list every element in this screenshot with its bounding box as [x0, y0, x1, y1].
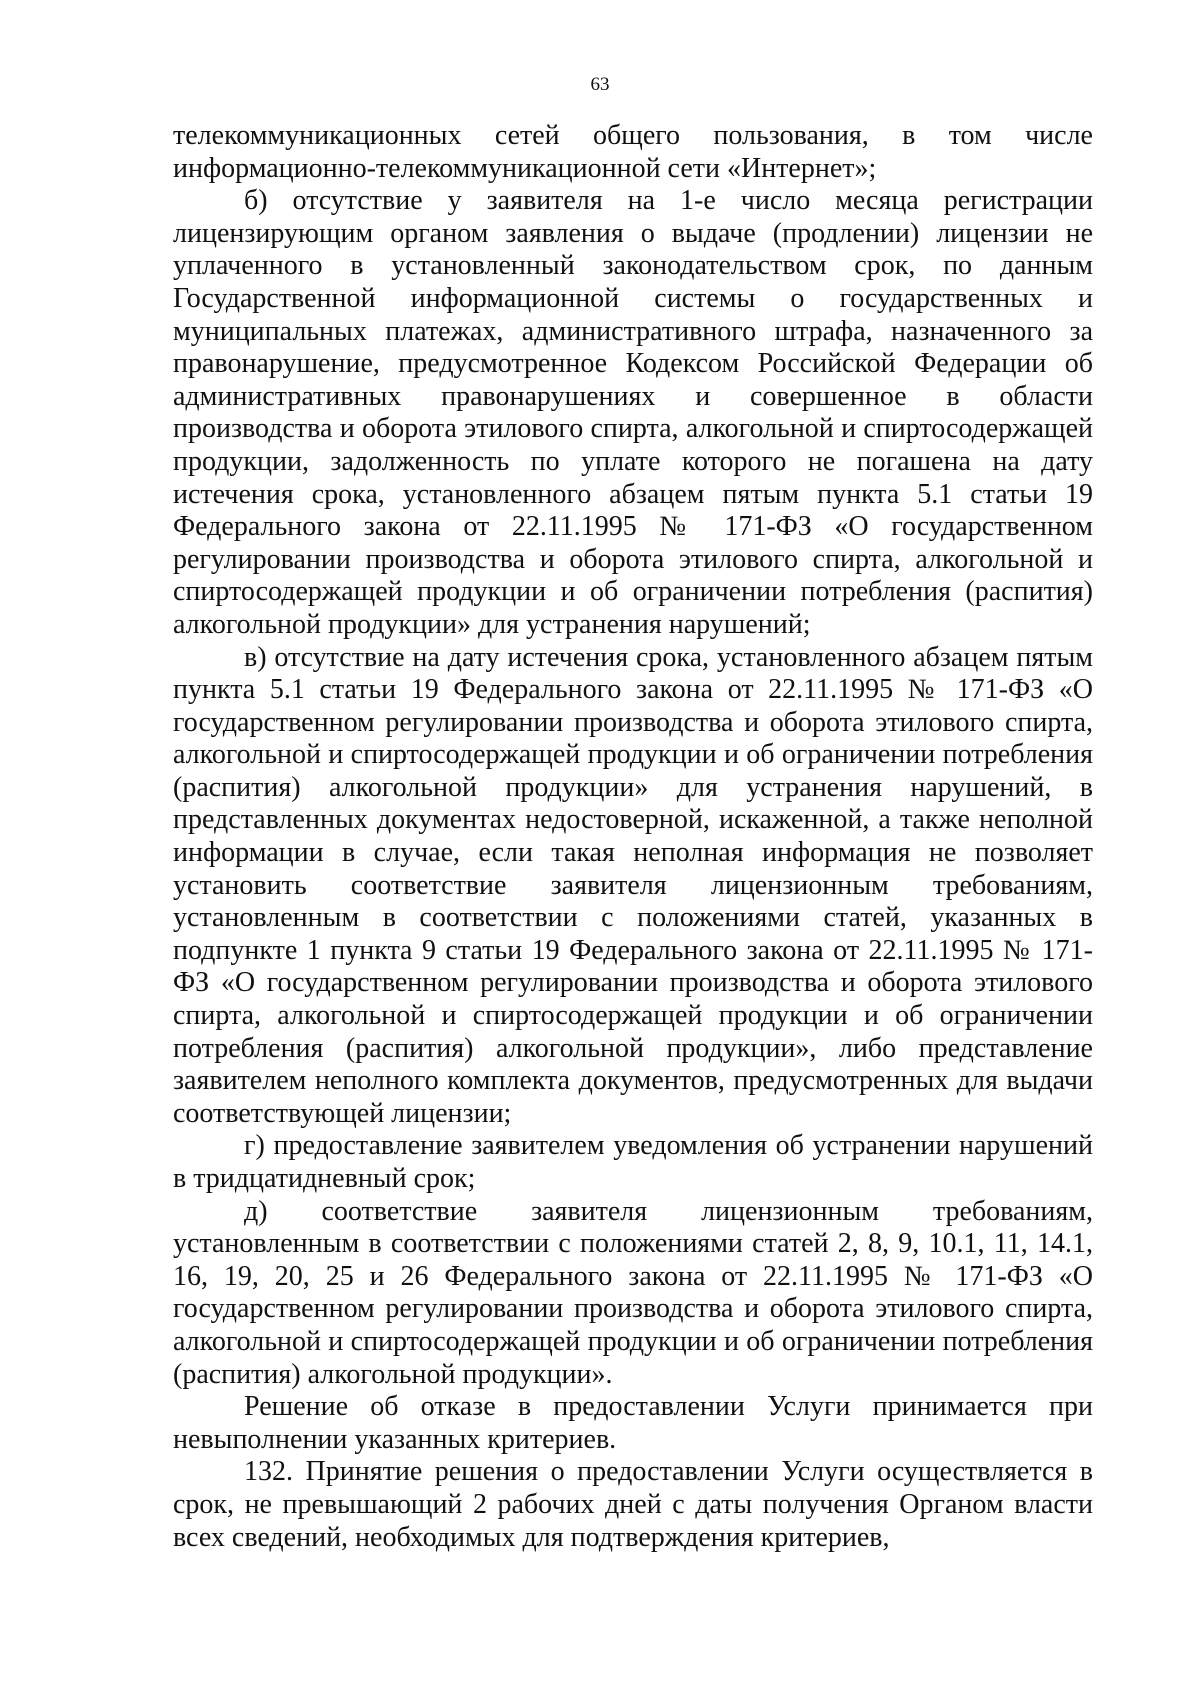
- paragraph-item-g: г) предоставление заявителем уведомления об устранении нарушений в тридцатидневный срок;: [173, 1130, 1093, 1194]
- paragraph-item-d: д) соответствие заявителя лицензионным требованиям, установленным в соответствии с положениями статей 2, 8, 9, 10.1, 11, 14.1, 16, 19, 20, 25 и 26 Федерального закона от 22.11.1995 № 171-ФЗ «О государственном регулировании производства и оборота этилового спирта, алкогольной и спиртосодержащей продукции и об ограничении потребления (распития) алкогольной продукции».: [173, 1195, 1093, 1390]
- page-number: 63: [590, 74, 610, 95]
- document-body: [173, 120, 1093, 1554]
- paragraph-item-v: в) отсутствие на дату истечения срока, установленного абзацем пятым пункта 5.1 статьи 19 Федерального закона от 22.11.1995 № 171-ФЗ «О государственном регулировании производства и оборота этилового спирта, алкогольной и спиртосодержащей продукции и об ограничении потребления (распития) алкогольной продукции» для устранения нарушений, в представленных документах недостоверной, искаженной, а также неполной информации в случае, если такая неполная информация не позволяет установить соответствие заявителя лицензионным требованиям, установленным в соответствии с положениями статей, указанных в подпункте 1 пункта 9 статьи 19 Федерального закона от 22.11.1995 № 171-ФЗ «О государственном регулировании производства и оборота этилового спирта, алкогольной и спиртосодержащей продукции и об ограничении потребления (распития) алкогольной продукции», либо представление заявителем неполного комплекта документов, предусмотренных для выдачи соответствующей лицензии;: [173, 641, 1093, 1129]
- paragraph-item-b: б) отсутствие у заявителя на 1-е число месяца регистрации лицензирующим органом заявления о выдаче (продлении) лицензии не уплаченного в установленный законодательством срок, по данным Государственной информационной системы о государственных и муниципальных платежах, административного штрафа, назначенного за правонарушение, предусмотренное Кодексом Российской Федерации об административных правонарушениях и совершенное в области производства и оборота этилового спирта, алкогольной и спиртосодержащей продукции, задолженность по уплате которого не погашена на дату истечения срока, установленного абзацем пятым пункта 5.1 статьи 19 Федерального закона от 22.11.1995 № 171-ФЗ «О государственном регулировании производства и оборота этилового спирта, алкогольной и спиртосодержащей продукции и об ограничении потребления (распития) алкогольной продукции» для устранения нарушений;: [173, 185, 1093, 640]
- paragraph-132: 132. Принятие решения о предоставлении Услуги осуществляется в срок, не превышающий 2 рабочих дней с даты получения Органом власти всех сведений, необходимых для подтверждения критериев,: [173, 1456, 1093, 1553]
- paragraph-continuation: телекоммуникационных сетей общего пользования, в том числе информационно-телекоммуникационной сети «Интернет»;: [173, 120, 1093, 184]
- paragraph-refusal-decision: Решение об отказе в предоставлении Услуги принимается при невыполнении указанных критериев.: [173, 1391, 1093, 1455]
